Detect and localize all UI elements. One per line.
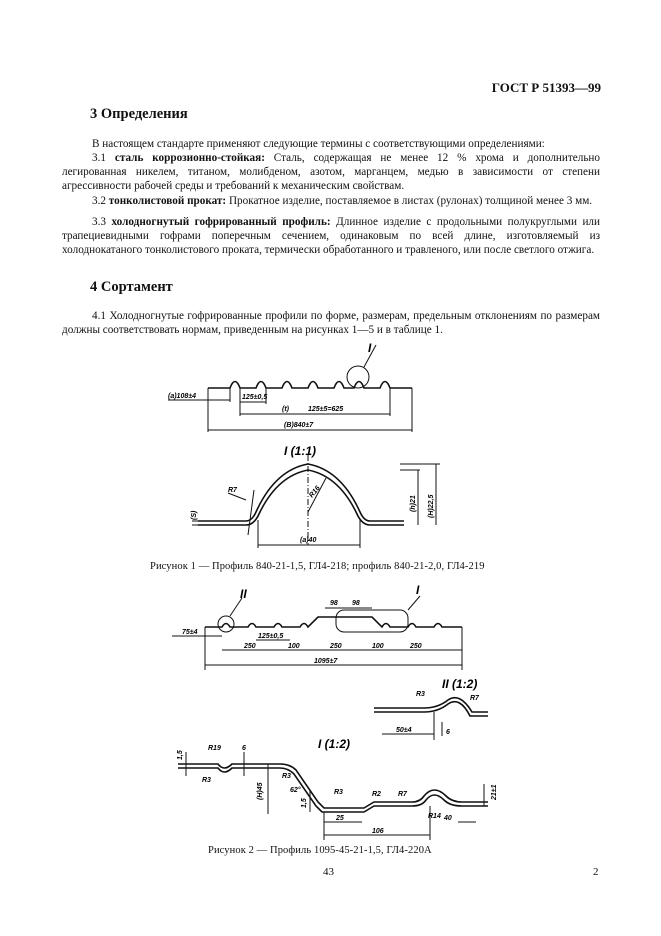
definition-term: тонколистовой прокат: — [108, 195, 227, 207]
figure2-d106: 106 — [372, 828, 384, 835]
definition-number: 3.1 — [92, 152, 115, 164]
figure2-detailII-d6: 6 — [446, 729, 450, 736]
figure2-r14: R14 — [428, 813, 441, 820]
figure2-r3c: R3 — [334, 789, 343, 796]
figure1-a40: (a)40 — [300, 537, 317, 544]
figure1-s: (S) — [191, 510, 198, 520]
figure2-r3b: R3 — [282, 773, 291, 780]
definition-text: Прокатное изделие, поставляемое в листах (рулонах) толщиной менее 3 мм. — [226, 195, 593, 207]
figure2-detailI-title: I (1:2) — [318, 737, 351, 751]
figure2-d21: 21±1 — [491, 784, 498, 800]
figure1-dim-b: (B)840±7 — [284, 422, 314, 429]
detail-profile — [178, 768, 488, 812]
figure2-r2: R2 — [372, 791, 381, 798]
figure2-detailII-r3: R3 — [416, 691, 425, 698]
paragraph-4-1: 4.1 Холодногнутые гофрированные профили по форме, размерам, предельным отклонениям по размерам должны соответствовать нормам, приведенным на рисунках 1—5 и в таблице 1. — [62, 310, 600, 337]
figure2-dim-250c: 250 — [410, 643, 422, 650]
definition-text: Длинное изделие с продольными полукруглыми или трапециевидными гофрами поперечным сечением, одинаковым по всей длине, изготовляемый из холоднокатаного тонколистового проката, термически обработанного и травленого, или после светлого отжига. — [62, 216, 600, 257]
figure1-dim-t: (t) — [282, 406, 289, 413]
figure2-d40: 40 — [444, 815, 452, 822]
standard-designation: ГОСТ Р 51393—99 — [491, 80, 601, 95]
figure1-h225: (H)22,5 — [428, 494, 435, 518]
figure1-r16: R16 — [308, 484, 322, 500]
figure2-callout-I: I — [416, 583, 420, 597]
figure1-dim-a: (a)108±4 — [168, 393, 196, 400]
figure-2-caption: Рисунок 2 — Профиль 1095-45-21-1,5, ГЛ4-220А — [208, 845, 432, 856]
figure2-dim-15-vert: 1,5 — [301, 798, 308, 808]
figure2-dim-1095: 1095±7 — [314, 658, 338, 665]
figure1-h21: (h)21 — [410, 495, 417, 512]
figure2-angle: 62° — [290, 787, 301, 794]
figure2-r19: R19 — [208, 745, 221, 752]
figure2-detailII-title: II (1:2) — [442, 677, 478, 691]
page-number-center: 43 — [323, 866, 334, 878]
figure2-dim-98a: 98 — [330, 600, 338, 607]
figure2-d6: 6 — [242, 745, 246, 752]
profile-outline — [208, 382, 412, 389]
detail-callout-box — [336, 610, 408, 632]
definition-number: 3.2 — [92, 195, 109, 207]
figure2-dim-100b: 100 — [372, 643, 384, 650]
figure2-dim-98b: 98 — [352, 600, 360, 607]
figure2-dim-250b: 250 — [330, 643, 342, 650]
figure1-r7: R7 — [228, 487, 237, 494]
figure1-detail-title: I (1:1) — [284, 444, 317, 458]
figure2-dim-250a: 250 — [244, 643, 256, 650]
figure1-callout-label: I — [368, 341, 372, 355]
section-4-title: 4 Сортамент — [90, 279, 173, 295]
figure2-r3a: R3 — [202, 777, 211, 784]
section-3-title: 3 Определения — [90, 106, 188, 122]
section-3-intro: В настоящем стандарте применяют следующие термины с соответствующими определениями: — [92, 138, 545, 150]
figure2-d25: 25 — [336, 815, 344, 822]
detail-callout-circle — [347, 366, 369, 388]
definition-text: Сталь, содержащая не менее 12 % хрома и дополнительно легированная никелем, титаном, молибденом, азотом, марганцем, медью в зависимости от степени агрессивности рабочей среды и требований к механическим свойствам. — [62, 152, 600, 193]
figure2-dim-75: 75±4 — [182, 629, 198, 636]
figure2-h45: (H)45 — [257, 782, 264, 800]
detail-profile-inner — [198, 470, 404, 525]
detail-profile — [178, 764, 488, 808]
figure2-dim-125: 125±0,5 — [258, 633, 284, 640]
definition-number: 3.3 — [92, 216, 112, 228]
figure2-dim-15-left: 1,5 — [177, 750, 184, 760]
figure1-dim-pitch-total: 125±5=625 — [308, 406, 344, 413]
figure1-dim-pitch: 125±0,5 — [242, 394, 268, 401]
figure2-r7: R7 — [398, 791, 407, 798]
page-number-right: 2 — [593, 866, 599, 878]
profile-outline — [205, 617, 462, 627]
figure2-detailII-d50: 50±4 — [396, 727, 412, 734]
figure2-callout-II: II — [240, 587, 247, 601]
figure-1-caption: Рисунок 1 — Профиль 840-21-1,5, ГЛ4-218; профиль 840-21-2,0, ГЛ4-219 — [150, 561, 485, 572]
definition-term: сталь коррозионно-стойкая: — [114, 152, 265, 164]
figure2-dim-100a: 100 — [288, 643, 300, 650]
figure2-detailII-r7: R7 — [470, 695, 479, 702]
definition-term: холодногнутый гофрированный профиль: — [111, 216, 331, 228]
